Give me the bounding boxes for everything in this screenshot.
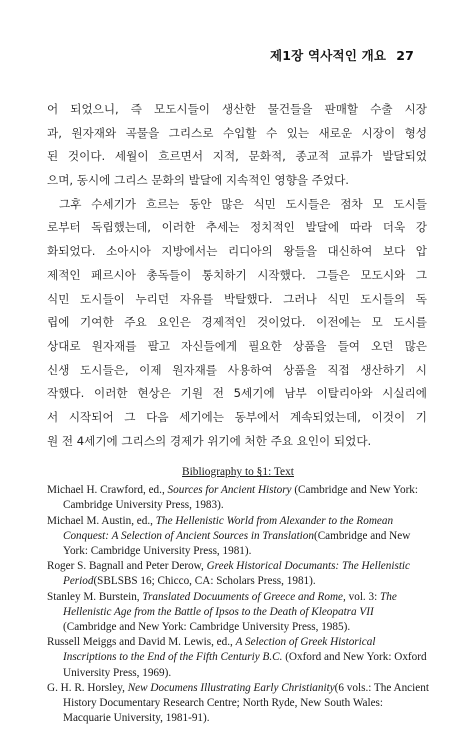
body-line: 상대로 원자재를 팔고 자신들에게 필요한 상품을 들여 오던 많은: [47, 338, 427, 353]
entry-text: (Cambridge and New York: Cambridge University Press, 1985).: [63, 621, 351, 634]
body-line: 제적인 페르시아 총독들이 통치하기 시작했다. 그들은 모도시와 그: [47, 267, 427, 282]
body-text: [47, 98, 427, 453]
body-line: 로부터 독립했는데, 이러한 추세는 정치적인 발달에 따라 더욱 강: [47, 220, 427, 235]
body-line: 과, 원자재와 곡물을 그리스로 수입할 수 있는 새로운 시장이 형성: [47, 125, 427, 140]
body-line: 화되었다. 소아시아 지방에서는 리디아의 왕들을 대신하여 보다 압: [47, 244, 427, 259]
body-line: 원 전 4세기에 그리스의 경제가 위기에 처한 주요 요인이 되었다.: [47, 433, 372, 448]
entry-text: (SBLSBS 16; Chicco, CA: Scholars Press, 1981).: [93, 575, 316, 588]
entry-text: (Cambridge and New York: Cambridge University Press, 1981).: [63, 529, 411, 558]
entry-title: The Hellenistic Age from the Battle of Ipsos to the Death of Kleopatra VII: [63, 590, 397, 618]
chapter-title: 제1장 역사적인 개요: [270, 48, 387, 63]
entry-title: The Hellenistic World from Alexander to the Romean Conquest: A Selection of Ancient Sources in Translation: [63, 514, 394, 542]
entry-text: (Cambridge and New York: Cambridge University Press, 1983).: [63, 484, 418, 512]
entry-text: Roger S. Bagnall and Peter Derow,: [47, 560, 207, 573]
body-line: 립에 기여한 주요 요인은 경제적인 것이었다. 이전에는 모 도시를: [47, 315, 427, 330]
entry-text: vol. 3:: [345, 590, 381, 603]
entry-text: G. H. R. Horsley,: [47, 681, 128, 694]
body-line: 된 것이다. 세월이 흐르면서 지적, 문화적, 종교적 교류가 발달되었: [47, 149, 427, 164]
bibliography-entry: [47, 483, 429, 513]
body-line: 그후 수세기가 흐르는 동안 많은 식민 도시들은 점차 모 도시들: [59, 196, 427, 211]
entry-text: (6 vols.: The Ancient History Documentary Research Centre; North Ryde, New South Wales: Macquarie University, 1981-91).: [63, 681, 429, 725]
body-line: 식민 도시들이 누리던 자유를 박탈했다. 그러나 식민 도시들의 독: [47, 291, 427, 306]
entry-text: (Oxford and New York: Oxford University Press, 1969).: [63, 651, 427, 679]
running-head: [270, 46, 414, 64]
bibliography: [47, 465, 429, 726]
entry-title: New Documens Illustrating Early Christianity: [127, 681, 335, 694]
bibliography-entry: [47, 514, 429, 560]
page-number: 27: [396, 48, 414, 63]
body-line: 서 시작되어 그 다음 세기에는 동부에서 계속되었는데, 이것이 기: [47, 409, 427, 424]
entry-text: Stanley M. Burstein,: [47, 590, 143, 603]
entry-text: Russell Meiggs and David M. Lewis, ed.,: [47, 636, 236, 649]
bibliography-heading: Bibliography to §1: Text: [182, 466, 294, 478]
entry-title: Translated Docuuments of Greece and Rome,: [142, 590, 346, 603]
body-line: 작했다. 이러한 현상은 기원 전 5세기에 남부 이탈리아와 시실리에: [47, 386, 427, 401]
bibliography-entry: [47, 635, 429, 681]
body-line: 어 되었으니, 즉 모도시들이 생산한 물건들을 판매할 수출 시장: [47, 102, 427, 116]
bibliography-entry: [47, 681, 429, 727]
entry-title: Greek Historical Documants: The Hellenistic Period: [63, 560, 411, 588]
entry-title: A Selection of Greek Historical Inscriptions to the End of the Fifth Centuriy B.C.: [63, 636, 376, 664]
body-line: 신생 도시들은, 이제 원자재를 사용하여 상품을 직접 생산하기 시: [47, 362, 427, 377]
entry-text: Michael M. Austin, ed.,: [47, 514, 156, 527]
body-line: 으며, 동시에 그리스 문화의 발달에 지속적인 영향을 주었다.: [47, 173, 349, 188]
entry-text: Michael H. Crawford, ed.,: [47, 484, 168, 497]
entry-title: Sources for Ancient History: [167, 484, 292, 497]
bibliography-entry: [47, 590, 429, 636]
bibliography-entry: [47, 559, 429, 589]
